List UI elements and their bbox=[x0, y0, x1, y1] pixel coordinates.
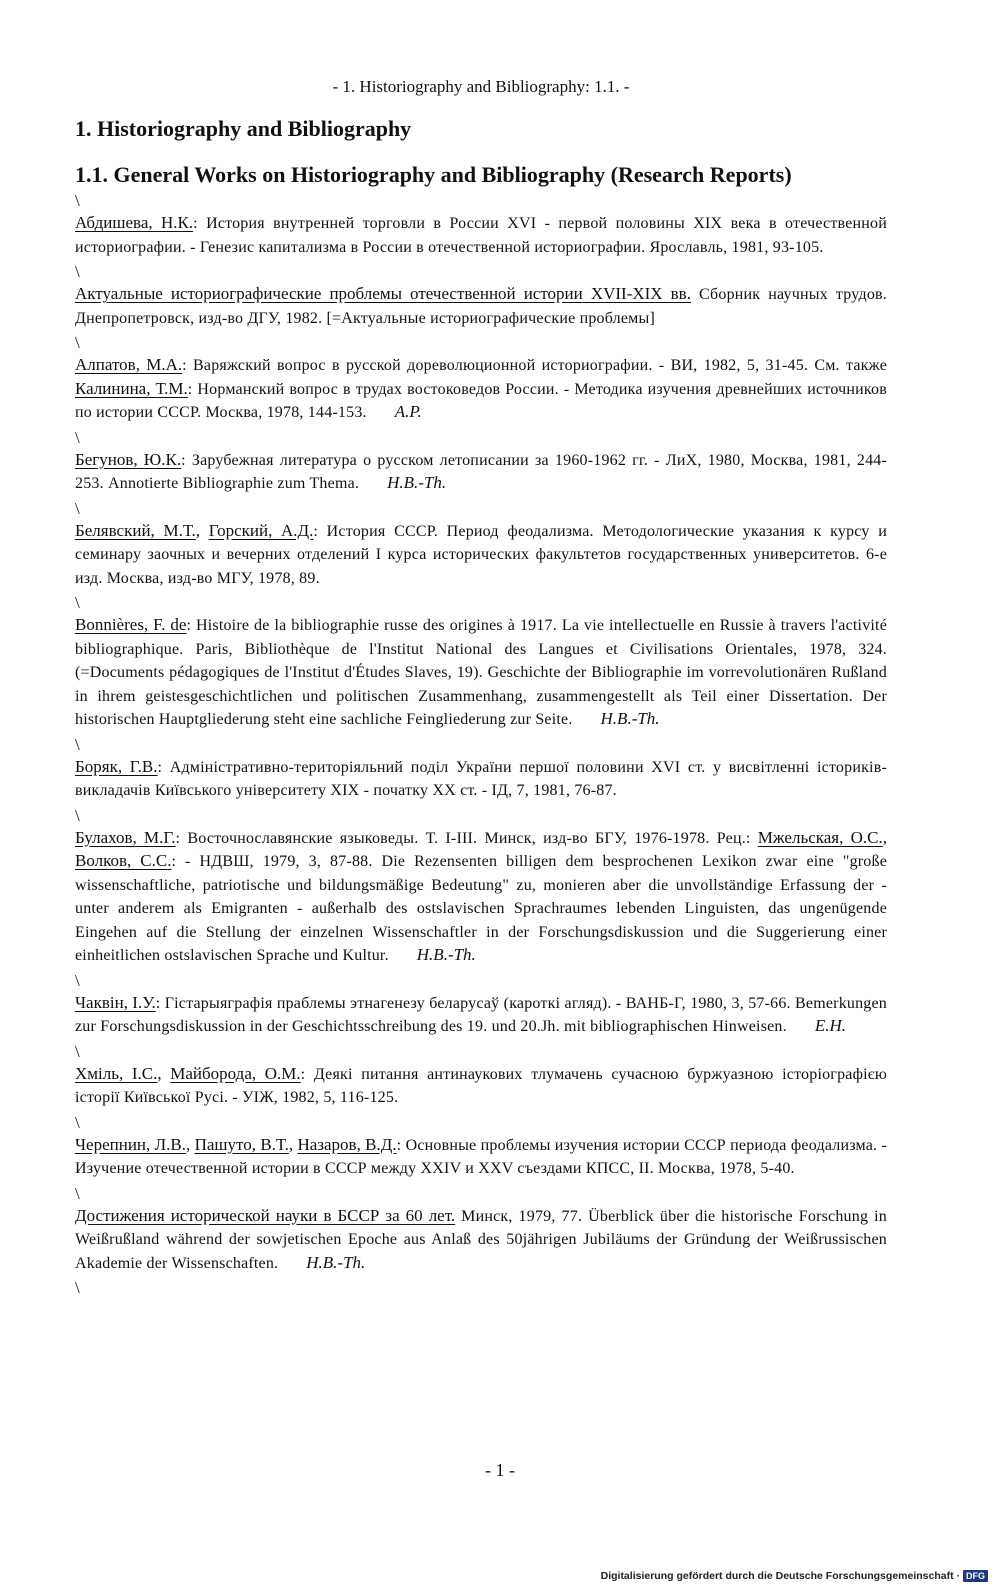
entry-author: Мжельская, О.С. bbox=[757, 827, 883, 847]
entry-separator: \ bbox=[75, 191, 80, 210]
entry-author: Булахов, М.Г. bbox=[75, 827, 176, 847]
entry-signature: H.B.-Th. bbox=[306, 1252, 366, 1272]
bibliography-entry bbox=[75, 756, 887, 803]
entry-text: : История внутренней торговли в России XVI - первой половины XIX века в отечественной историографии. - Генезис капитализма в России в отечественной историографии. Ярославль, 1981, 93-105. bbox=[75, 215, 887, 256]
bibliography-entry bbox=[75, 614, 887, 732]
section-title: 1.1. General Works on Historiography and Bibliography (Research Reports) bbox=[75, 162, 792, 187]
entry-separator: \ bbox=[75, 970, 80, 990]
entry-text: : Норманский вопрос в трудах востоковедов России. - Методика изучения древнейших источников по истории СССР. Москва, 1978, 144-153. bbox=[75, 380, 887, 421]
entry-text: : Адміністративно-територіяльний поділ України першої половини XVI ст. у висвітленні істориків-викладачів Київського університету XIX - початку XX ст. - IД, 7, 1981, 76-87. bbox=[75, 758, 887, 799]
entry-separator: \ bbox=[75, 1183, 80, 1203]
entry-separator: \ bbox=[75, 262, 80, 281]
entry-text: : Основные проблемы изучения истории СССР периода феодализма. - Изучение отечественной истории в СССР между XXIV и XXV съездами КПСС, II. Москва, 1978, 5-40. bbox=[75, 1136, 888, 1177]
entry-author: Горский, А.Д. bbox=[208, 520, 314, 540]
entry-author: Bonnières, F. de bbox=[75, 615, 187, 634]
entry-text: : Зарубежная литература о русском летописании за 1960-1962 гг. - ЛиХ, 1980, Москва, 1981, 244-253. Annotierte Bibliographie zum Thema. bbox=[75, 451, 888, 492]
entry-author: Абдишева, Н.К. bbox=[75, 213, 194, 232]
entry-author: Волков, С.С. bbox=[75, 851, 172, 870]
entry-text: : Восточнославянские языковеды. Т. I-III. Минск, изд-во БГУ, 1976-1978. Рец.: bbox=[175, 829, 758, 847]
entry-signature: A.P. bbox=[394, 402, 422, 421]
entry-author: Назаров, В.Д. bbox=[297, 1134, 397, 1154]
entry-author: Майборода, О.М. bbox=[170, 1063, 301, 1083]
entry-author: Актуальные историографические проблемы отечественной истории XVII-XIX вв. bbox=[75, 284, 691, 303]
dfg-logo: DFG bbox=[963, 1570, 988, 1582]
bibliography-entry bbox=[75, 354, 887, 425]
entry-signature: H.B.-Th. bbox=[387, 473, 447, 492]
entry-author: Чаквін, І.У. bbox=[75, 992, 156, 1012]
digitization-footer bbox=[601, 1570, 988, 1582]
entry-author: Бегунов, Ю.К. bbox=[75, 449, 182, 469]
page-number: - 1 - bbox=[485, 1460, 515, 1480]
bibliography-entry bbox=[75, 283, 887, 330]
bibliography-entry bbox=[75, 992, 887, 1039]
bibliography-entry: Булахов, М.Г.: Восточнославянские языковеды. Т. I-III. Минск, изд-во БГУ, 1976-1978. Рец.: Мжельская, О.С., Волков, С.С.: - НДВШ, 1979, 3, 87-88. Die Rezensenten billigen dem besprochenen Lexikon zwar eine "große wissenschaftliche, patriotische und bildungsmäßige Bedeutung" zu, monieren aber die unvollständige Erfassung der - unter anderem als Emigranten - außerhalb des ostslavischen Sprachraumes lebenden Linguisten, das ungenügende Eingehen auf die Stellung der einzelnen Wissenschaftler in der Forschungsdiskussion und die Suggerierung einer einheitlichen ostslavischen Sprache und Kultur. H.B.-Th. bbox=[75, 827, 887, 964]
entry-separator: \ bbox=[75, 1278, 80, 1297]
entry-separator: \ bbox=[75, 333, 80, 352]
entry-separator: \ bbox=[75, 1041, 80, 1061]
entry-author: Боряк, Г.В. bbox=[75, 756, 158, 776]
bibliography-entry: Белявский, М.Т., Горский, А.Д.: История СССР. Период феодализма. Методологические указания к курсу и семинару заочных и вечерних отделений I курса исторических факультетов государственных университетов. 6-е изд. Москва, изд-во МГУ, 1978, 89. bbox=[75, 520, 888, 587]
entry-text: : Варяжский вопрос в русской дореволюционной историографии. - ВИ, 1982, 5, 31-45. См. также bbox=[182, 357, 887, 374]
bibliography-entry bbox=[75, 1205, 887, 1276]
entry-text: : - НДВШ, 1979, 3, 87-88. Die Rezensenten billigen dem besprochenen Lexikon zwar eine "große wissenschaftliche, patriotische und bildungsmäßige Bedeutung" zu, monieren aber die unvollständige Erfassung der - unter anderem als Emigranten - außerhalb des ostslavischen Sprachraumes lebenden Linguisten, das ungenügende Eingehen auf die Stellung der einzelnen Wissenschaftler in der Forschungsdiskussion und die Suggerierung einer einheitlichen ostslavischen Sprache und Kultur. bbox=[75, 853, 887, 964]
bibliography-list bbox=[75, 190, 887, 1299]
entry-separator: \ bbox=[75, 1112, 80, 1132]
entry-text: : Деякі питання антинаукових тлумачень сучасною буржуазною історіографією історії Київської Русі. - УІЖ, 1982, 5, 116-125. bbox=[75, 1065, 888, 1106]
entry-signature: E.H. bbox=[814, 1016, 846, 1035]
entry-separator: \ bbox=[75, 805, 80, 825]
entry-author: Черепнин, Л.В. bbox=[75, 1134, 186, 1154]
footer-text: Digitalisierung gefördert durch die Deutsche Forschungsgemeinschaft · bbox=[600, 1570, 960, 1582]
chapter-title: 1. Historiography and Bibliography bbox=[75, 116, 412, 141]
entry-author: Пашуто, В.Т. bbox=[194, 1134, 289, 1154]
entry-author: Белявский, М.Т. bbox=[75, 520, 196, 540]
entry-text: : Histoire de la bibliographie russe des origines à 1917. La vie intellectuelle en Russie à travers l'activité bibliographique. Paris, Bibliothèque de l'Institut National des Langues et Civilisations Orientales, 1978, 324. (=Documents pédagogiques de l'Institut d'Études Slaves, 19). Geschichte der Bibliographie im vorrevolutionären Rußland in ihrem geistesgeschichtlichen und politischen Zusammenhang, zusammengestellt als Teil einer Dissertation. Der historischen Hauptgliederung steht eine sachliche Feingliederung zur Seite. bbox=[75, 617, 887, 728]
entry-signature: H.B.-Th. bbox=[416, 945, 476, 964]
entry-author: Хміль, І.С. bbox=[75, 1063, 158, 1083]
entry-separator: \ bbox=[75, 498, 80, 518]
bibliography-entry: Хміль, І.С., Майборода, О.М.: Деякі питання антинаукових тлумачень сучасною буржуазною історіографією історії Київської Русі. - УІЖ, 1982, 5, 116-125. bbox=[75, 1063, 888, 1106]
entry-separator: \ bbox=[75, 427, 80, 447]
bibliography-entry bbox=[75, 449, 887, 496]
bibliography-entry: Черепнин, Л.В., Пашуто, В.Т., Назаров, В.Д.: Основные проблемы изучения истории СССР периода феодализма. - Изучение отечественной истории в СССР между XXIV и XXV съездами КПСС, II. Москва, 1978, 5-40. bbox=[75, 1134, 888, 1177]
entry-author: Достижения исторической науки в БССР за 60 лет. bbox=[75, 1205, 456, 1225]
running-head: - 1. Historiography and Bibliography: 1.1. - bbox=[332, 77, 630, 96]
entry-signature: H.B.-Th. bbox=[600, 709, 660, 728]
entry-text: : Гістарыяграфія праблемы этнагенезу беларусаў (кароткі агляд). - ВАНБ-Г, 1980, 3, 57-66. Bemerkungen zur Forschungsdiskussion in der Geschichtsschreibung des 19. und 20.Jh. mit bibliographischen Hinweisen. bbox=[75, 994, 887, 1035]
entry-text: Минск, 1979, 77. Überblick über die historische Forschung in Weißrußland während der sowjetischen Epoche aus Anlaß des 50jährigen Jubiläums der Gründung der Weißrussischen Akademie der Wissenschaften. bbox=[75, 1207, 888, 1272]
entry-author: Калинина, Т.М. bbox=[75, 378, 188, 398]
entry-separator: \ bbox=[75, 593, 80, 612]
entry-text: : История СССР. Период феодализма. Методологические указания к курсу и семинару заочных и вечерних отделений I курса исторических факультетов государственных университетов. 6-е изд. Москва, изд-во МГУ, 1978, 89. bbox=[75, 522, 888, 587]
entry-separator: \ bbox=[75, 734, 80, 754]
document-page bbox=[75, 74, 887, 1299]
bibliography-entry bbox=[75, 212, 887, 259]
entry-author: Алпатов, М.А. bbox=[75, 355, 183, 374]
entry-text: Сборник научных трудов. Днепропетровск, изд-во ДГУ, 1982. [=Актуальные историографические проблемы] bbox=[75, 286, 887, 327]
